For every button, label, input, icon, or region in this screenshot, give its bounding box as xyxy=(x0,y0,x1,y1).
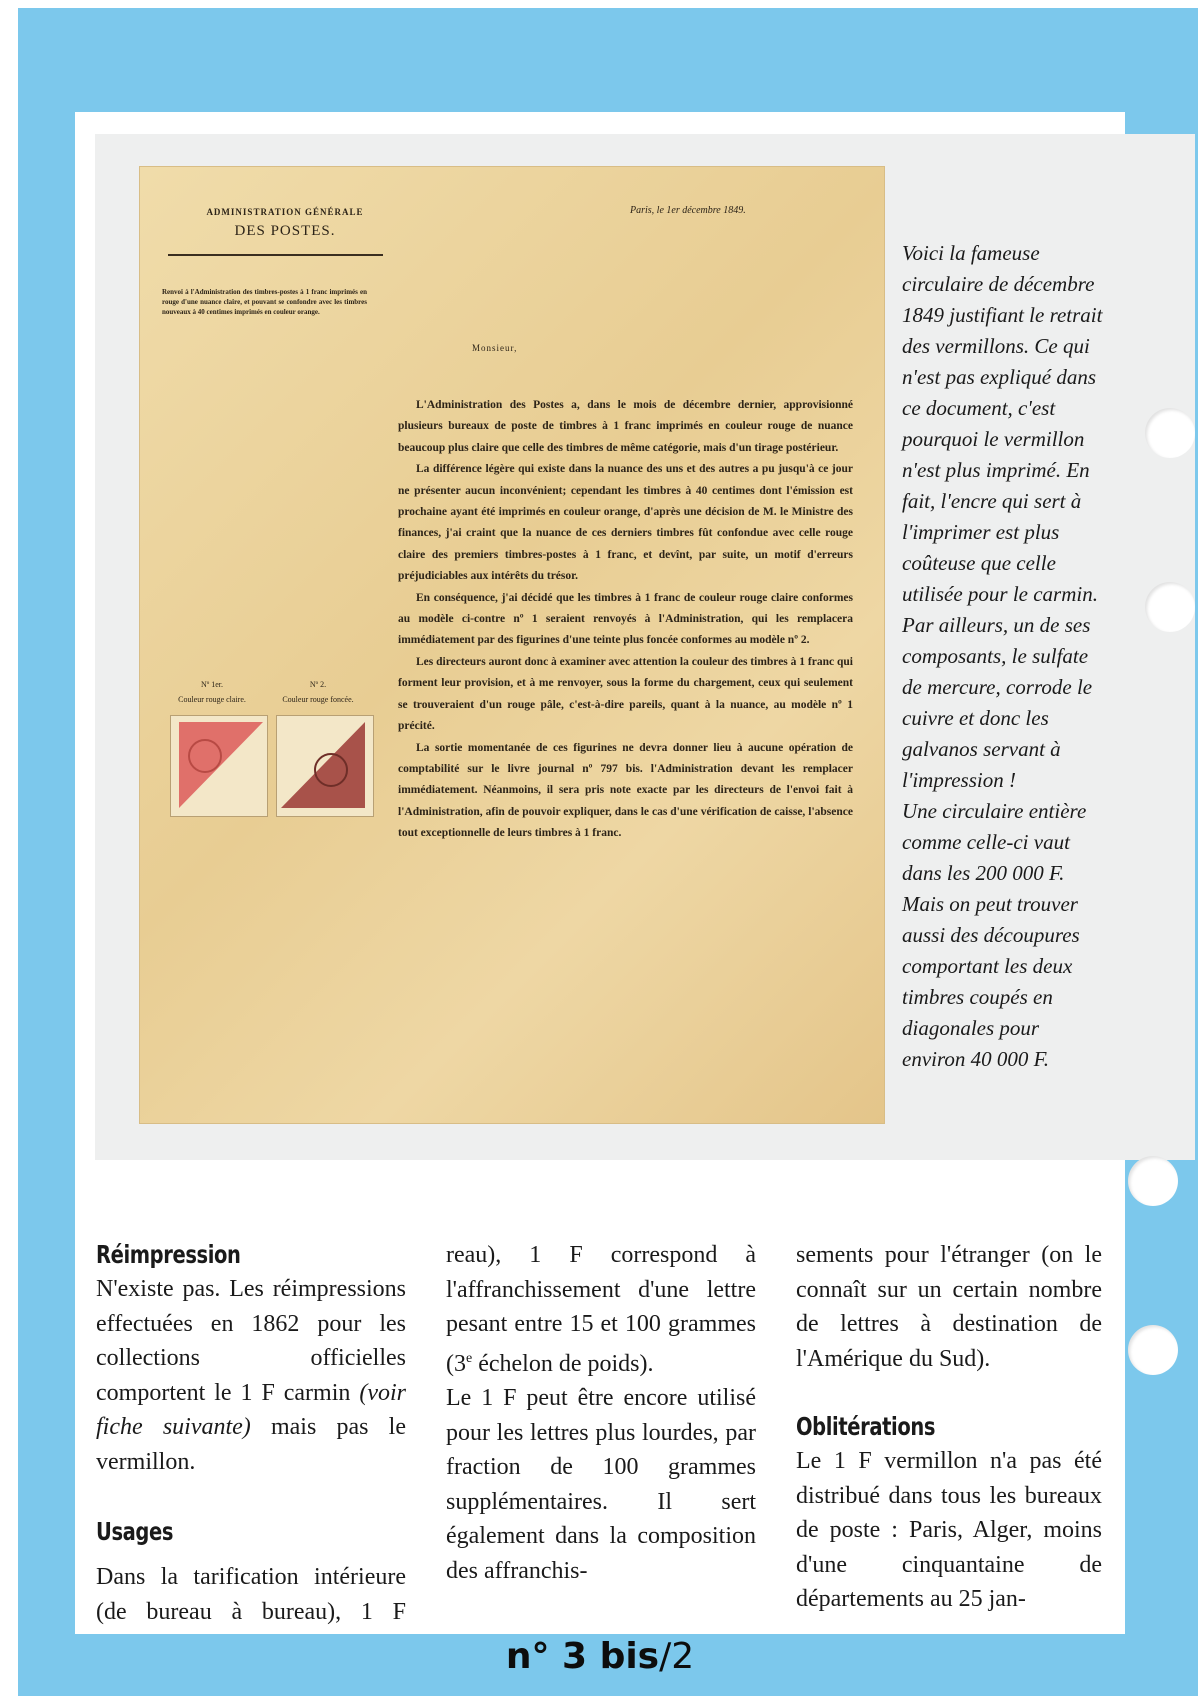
stamp-1-color-label: Couleur rouge claire. xyxy=(178,695,246,704)
document-salutation: Monsieur, xyxy=(472,343,518,353)
reimpression-text-part: mais pas le vermillon. xyxy=(96,1414,406,1475)
article-column-2 xyxy=(446,1238,756,1588)
stamp-2-dark-red xyxy=(276,715,374,817)
stamp-1-number: Nº 1er. xyxy=(200,680,224,689)
stamp-2-half xyxy=(281,722,365,808)
obliterations-text: Le 1 F vermillon n'a pas été distribué dans tous les bureaux de poste : Paris, Alger, moins d'une cinquantaine de départements au 25 jan- xyxy=(796,1448,1102,1612)
punch-hole xyxy=(1128,1156,1178,1206)
document-paragraph: En conséquence, j'ai décidé que les timbres à 1 franc de couleur rouge claire conformes au modèle ci-contre nº 1 seraient renvoyés à l'Administration, qui les remplacera immédiatement par des figurines d'une teinte plus foncée conformes au modèle nº 2. xyxy=(398,591,853,647)
usages-text: Dans la tarification intérieure (de bureau à bureau), 1 F xyxy=(96,1564,406,1625)
article-column-3 xyxy=(796,1238,1102,1617)
document-paragraph: La différence légère qui existe dans la nuance des uns et des autres a pu jusqu'à ce jour ne présenter aucun inconvénient; cependant les timbres à 40 centimes dont l'émission est prochaine ayant été imprimés en couleur orange, d'après une décision de M. le Ministre des finances, j'ai craint que la nuance de ces derniers timbres fût confondue avec celle rouge claire des premiers timbres-postes à 1 franc, et devînt, par suite, un motif d'erreurs préjudiciables aux intérêts du trésor. xyxy=(398,463,853,583)
page-number-footer xyxy=(0,1636,1200,1677)
usages-paragraph-1 xyxy=(96,1560,406,1630)
section-spacer xyxy=(796,1376,1102,1410)
reimpression-heading: Réimpression xyxy=(96,1240,241,1269)
fiche-number: n° 3 bis xyxy=(505,1636,660,1677)
image-caption xyxy=(902,238,1107,1075)
caption-paragraph: Une circulaire entière comme celle-ci vaut dans les 200 000 F. xyxy=(902,799,1087,885)
usages-paragraph-2-continued: sements pour l'étranger (on le connaît sur un certain nombre de lettres à destination de l'Amérique du Sud). xyxy=(796,1242,1102,1372)
document-paragraph: Les directeurs auront donc à examiner avec attention la couleur des timbres à 1 franc qui forment leur provision, et à me renvoyer, sous la forme du chargement, ceux qui seulement se trouveraient d'un rouge pâle, c'est-à-dire pareils, quant à la nuance, au modèle nº 1 précité. xyxy=(398,655,853,733)
document-header-admin: ADMINISTRATION GÉNÉRALE xyxy=(206,207,364,217)
stamp-2-color-label: Couleur rouge foncée. xyxy=(282,695,354,704)
circular-document-image xyxy=(140,167,884,1123)
reimpression-italic-ref: (voir fiche suivante) xyxy=(96,1379,406,1440)
document-header-postes: DES POSTES. xyxy=(234,223,336,239)
punch-hole xyxy=(1145,582,1195,632)
obliterations-heading: Oblitérations xyxy=(796,1412,936,1441)
document-date: Paris, le 1er décembre 1849. xyxy=(630,205,746,216)
document-paragraph: L'Administration des Postes a, dans le mois de décembre dernier, approvisionné plusieurs bureaux de poste de timbres à 1 franc imprimés en couleur rouge de nuance beaucoup plus claire que celle des timbres de même catégorie, mais d'un tirage postérieur. xyxy=(398,399,853,454)
fiche-page: /2 xyxy=(659,1636,695,1677)
punch-hole xyxy=(1145,408,1195,458)
article-column-1 xyxy=(96,1238,406,1549)
punch-hole xyxy=(1128,1325,1178,1375)
usages-paragraph-1-continued: reau), 1 F correspond à l'affranchissement d'une lettre pesant entre 15 et 100 grammes (3e échelon de poids). xyxy=(446,1242,756,1377)
document-header-rule xyxy=(168,254,383,256)
reimpression-text xyxy=(96,1272,406,1479)
usages-flow-col1-clip xyxy=(96,1560,406,1630)
usages-heading: Usages xyxy=(96,1517,174,1546)
usages-paragraph-2: Le 1 F peut être encore utilisé pour les lettres plus lourdes, par fraction de 100 grammes supplémentaires. Il sert également dans la composition des affranchis- xyxy=(446,1385,756,1584)
document-paragraph: La sortie momentanée de ces figurines ne devra donner lieu à aucune opération de comptabilité sur le livre journal nº 797 bis. l'Administration devant les remplacer immédiatement. Néanmoins, il sera pris note exacte par les directeurs de l'envoi fait à l'Administration, afin de pouvoir expliquer, dans le cas d'une vérification de caisse, l'absence tout exceptionnelle de leurs timbres à 1 franc. xyxy=(398,741,853,840)
stamp-1-light-red xyxy=(170,715,268,817)
document-body xyxy=(398,395,853,845)
caption-paragraph: Mais on peut trouver aussi des découpures comportant les deux timbres coupés en diagonales pour environ 40 000 F. xyxy=(902,892,1080,1071)
usages-flow-col1 xyxy=(96,1560,406,1630)
stamp-2-number: Nº 2. xyxy=(309,680,327,689)
caption-paragraph: Voici la fameuse circulaire de décembre 1849 justifiant le retrait des vermillons. Ce qui n'est pas expliqué dans ce document, c'est pourquoi le vermillon n'est plus imprimé. En fait, l'encre qui sert à l'imprimer est plus coûteuse que celle utilisée pour le carmin. Par ailleurs, un de ses composants, le sulfate de mercure, corrode le cuivre et donc les galvanos servant à l'impression ! xyxy=(902,241,1103,792)
section-spacer xyxy=(96,1479,406,1515)
document-margin-note: Renvoi à l'Administration des timbres-postes à 1 franc imprimés en rouge d'une nuance claire, et pouvant se confondre avec les timbres nouveaux à 40 centimes imprimés en couleur orange. xyxy=(162,288,367,316)
reimpression-text-part: N'existe pas. Les réimpressions effectuées en 1862 pour les collections officielles comportent le 1 F carmin xyxy=(96,1276,406,1406)
